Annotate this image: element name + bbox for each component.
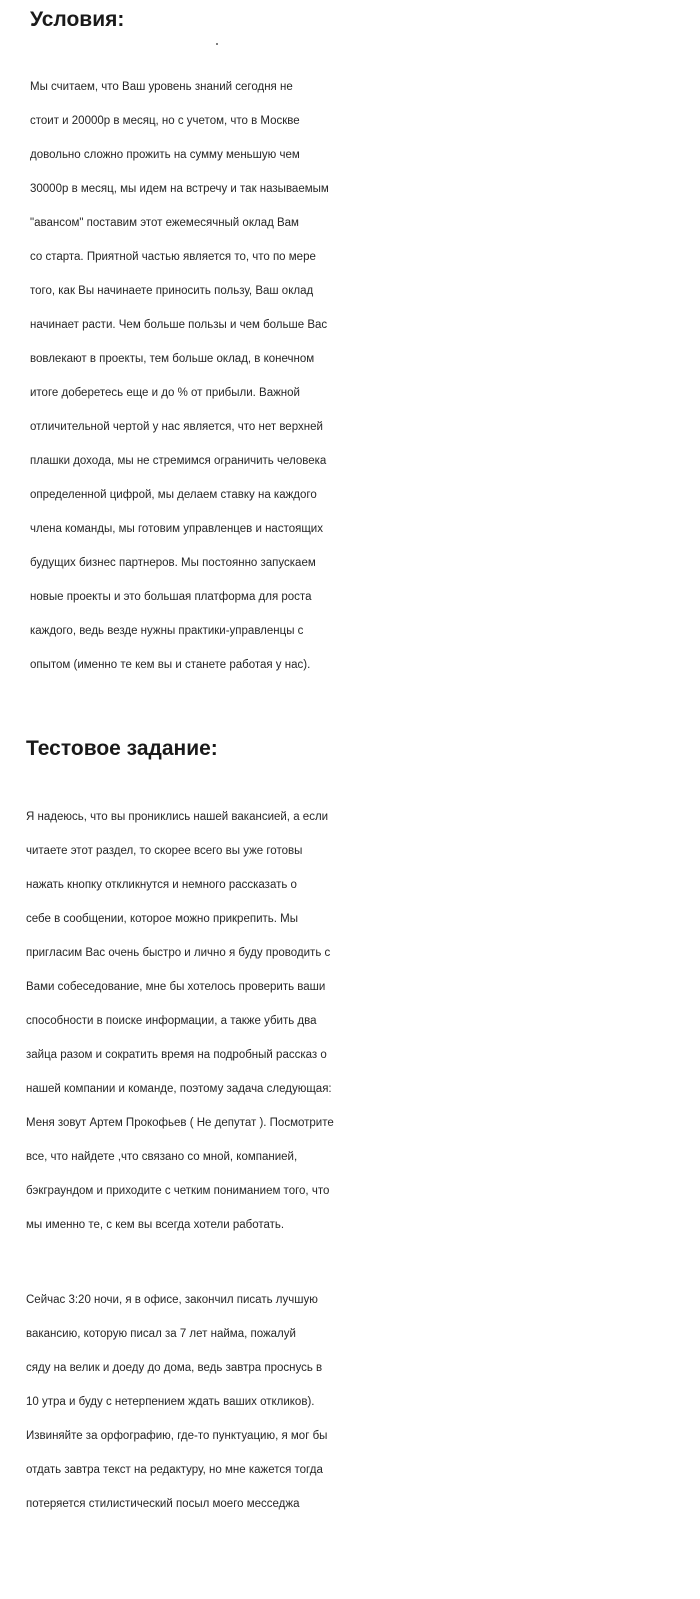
text-line: зайца разом и сократить время на подробный рассказ о — [26, 1049, 327, 1061]
text-line: отличительной чертой у нас является, что нет верхней — [30, 421, 323, 433]
text-line: себе в сообщении, которое можно прикрепить. Мы — [26, 913, 298, 925]
text-line: довольно сложно прожить на сумму меньшую чем — [30, 149, 300, 161]
text-line: Вами собеседование, мне бы хотелось проверить ваши — [26, 981, 326, 993]
text-line: мы именно те, с кем вы всегда хотели работать. — [26, 1219, 285, 1231]
text-line: Извиняйте за орфографию, где-то пунктуацию, я мог бы — [26, 1430, 328, 1442]
text-line: способности в поиске информации, а также убить два — [26, 1015, 317, 1027]
text-line: потеряется стилистический посыл моего месседжа — [26, 1498, 300, 1510]
text-line: Меня зовут Артем Прокофьев ( Не депутат ). Посмотрите — [26, 1117, 334, 1129]
text-line: 30000р в месяц, мы идем на встречу и так называемым — [30, 183, 329, 195]
text-line: отдать завтра текст на редактуру, но мне кажется тогда — [26, 1464, 323, 1476]
text-line: сяду на велик и доеду до дома, ведь завтра проснусь в — [26, 1362, 323, 1374]
text-line: вовлекают в проекты, тем больше оклад, в конечном — [30, 353, 315, 365]
text-line: бэкграундом и приходите с четким пониманием того, что — [26, 1185, 330, 1197]
test-task-heading: Тестовое задание: — [26, 737, 218, 760]
text-line: начинает расти. Чем больше пользы и чем больше Вас — [30, 319, 328, 331]
conditions-paragraph — [30, 70, 700, 682]
text-line: будущих бизнес партнеров. Мы постоянно запускаем — [30, 557, 316, 569]
text-line: члена команды, мы готовим управленцев и настоящих — [30, 523, 323, 535]
text-line: определенной цифрой, мы делаем ставку на каждого — [30, 489, 317, 501]
text-line: вакансию, которую писал за 7 лет найма, пожалуй — [26, 1328, 296, 1340]
text-line: плашки дохода, мы не стремимся ограничить человека — [30, 455, 327, 467]
text-line: все, что найдете ,что связано со мной, компанией, — [26, 1151, 298, 1163]
text-line: новые проекты и это большая платформа для роста — [30, 591, 312, 603]
text-line: пригласим Вас очень быстро и лично я буду проводить с — [26, 947, 331, 959]
text-line: Сейчас 3:20 ночи, я в офисе, закончил писать лучшую — [26, 1294, 318, 1306]
text-line: нажать кнопку откликнутся и немного рассказать о — [26, 879, 297, 891]
text-line: каждого, ведь везде нужны практики-управленцы с — [30, 625, 304, 637]
text-line: стоит и 20000р в месяц, но с учетом, что в Москве — [30, 115, 300, 127]
text-line: "авансом" поставим этот ежемесячный оклад Вам — [30, 217, 299, 229]
text-line: итоге доберетесь еще и до % от прибыли. Важной — [30, 387, 300, 399]
conditions-heading: Условия: — [30, 8, 125, 31]
text-line: того, как Вы начинаете приносить пользу, Ваш оклад — [30, 285, 314, 297]
text-line: читаете этот раздел, то скорее всего вы уже готовы — [26, 845, 303, 857]
text-line: 10 утра и буду с нетерпением ждать ваших откликов). — [26, 1396, 315, 1408]
text-line: Я надеюсь, что вы прониклись нашей вакансией, а если — [26, 811, 329, 823]
text-line: со старта. Приятной частью является то, что по мере — [30, 251, 316, 263]
test-task-paragraph — [26, 800, 700, 1242]
text-line: нашей компании и команде, поэтому задача следующая: — [26, 1083, 332, 1095]
dust-speck — [216, 43, 218, 45]
text-line: Мы считаем, что Ваш уровень знаний сегодня не — [30, 81, 293, 93]
text-line: опытом (именно те кем вы и станете работая у нас). — [30, 659, 311, 671]
closing-paragraph — [26, 1283, 700, 1521]
